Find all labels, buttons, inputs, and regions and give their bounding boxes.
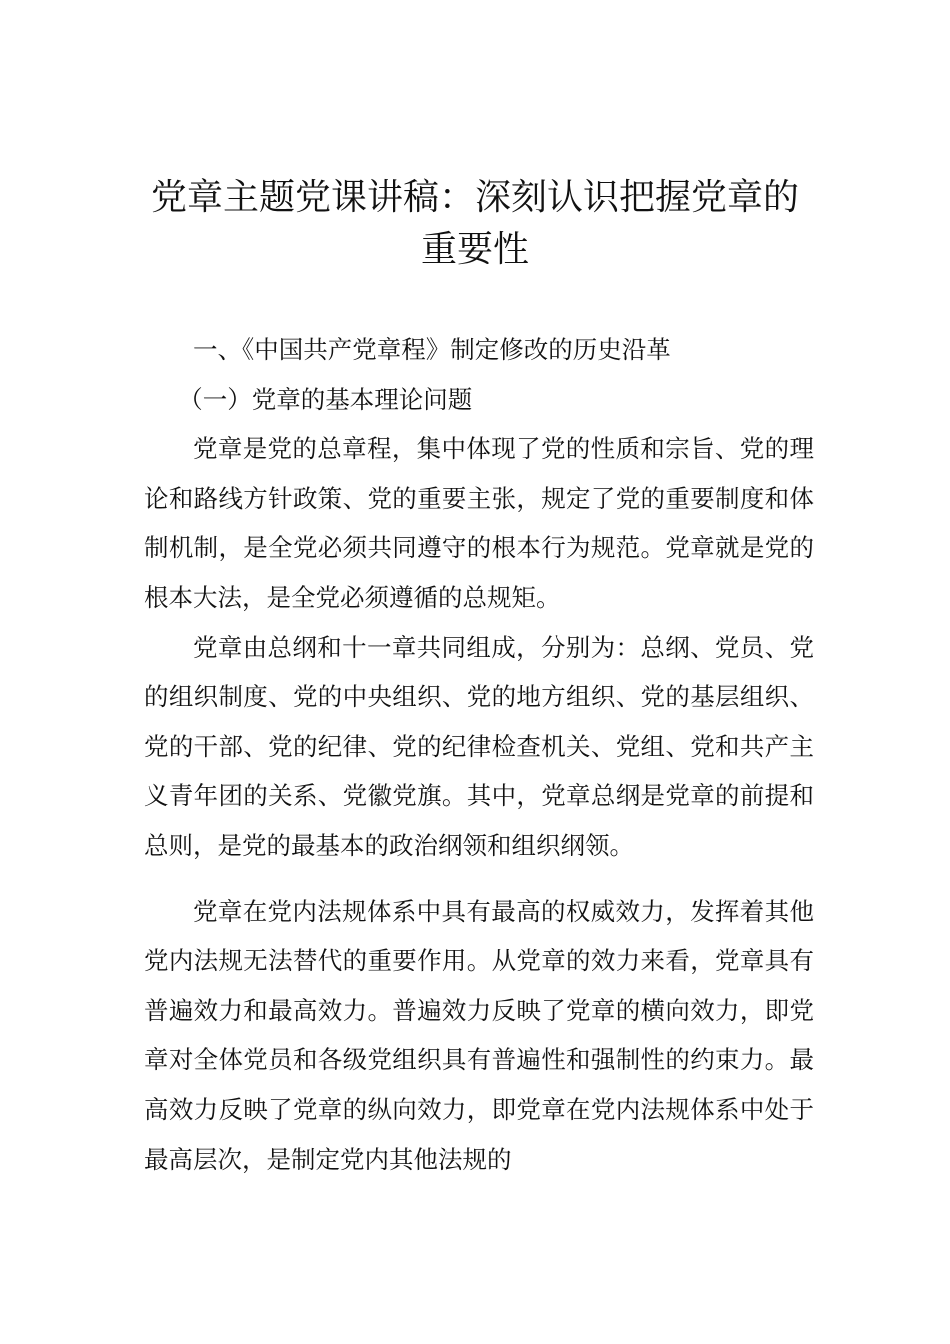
section-heading: 一、《中国共产党章程》制定修改的历史沿革 <box>193 335 671 364</box>
paragraph-2: 党章由总纲和十一章共同组成，分别为：总纲、党员、党的组织制度、党的中央组织、党的地方组织、党的基层组织、党的干部、党的纪律、党的纪律检查机关、党组、党和共产主义青年团的关系、党徽党旗。其中，党章总纲是党章的前提和总则，是党的最基本的政治纲领和组织纲领。 <box>144 632 814 860</box>
title-line-1: 党章主题党课讲稿：深刻认识把握党章的 <box>150 177 799 218</box>
subsection-heading: （一）党章的基本理论问题 <box>178 384 473 414</box>
paragraph-3: 党章在党内法规体系中具有最高的权威效力，发挥着其他党内法规无法替代的重要作用。从党章的效力来看，党章具有普遍效力和最高效力。普遍效力反映了党章的横向效力，即党章对全体党员和各级党组织具有普遍性和强制性的约束力。最高效力反映了党章的纵向效力，即党章在党内法规体系中处于最高层次，是制定党内其他法规的 <box>144 896 814 1174</box>
document-title <box>120 172 830 276</box>
title-line-2: 重要性 <box>420 229 529 270</box>
paragraph-1: 党章是党的总章程，集中体现了党的性质和宗旨、党的理论和路线方针政策、党的重要主张，规定了党的重要制度和体制机制，是全党必须共同遵守的根本行为规范。党章就是党的根本大法，是全党必须遵循的总规矩。 <box>144 434 814 612</box>
document-body <box>144 325 814 1184</box>
